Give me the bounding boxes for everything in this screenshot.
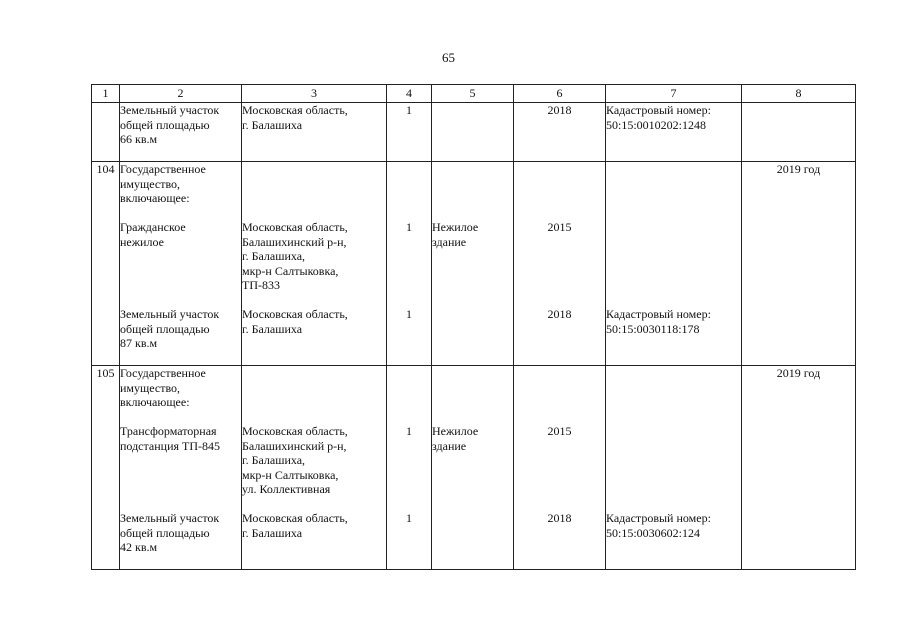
column-header: 3	[242, 85, 387, 103]
text-line: 1	[406, 220, 412, 234]
cell-number	[92, 162, 120, 366]
text-line: Земельный участок	[120, 511, 220, 525]
column-header-row	[92, 85, 856, 103]
cell-block	[514, 103, 605, 161]
cell-period	[742, 103, 856, 162]
cell-name	[120, 162, 242, 366]
cell-block	[92, 366, 119, 381]
cell-type	[432, 103, 514, 162]
cell-note	[606, 162, 742, 366]
text-line: здание	[432, 438, 467, 453]
cell-address	[242, 366, 387, 570]
page-number: 65	[442, 50, 455, 65]
text-line: 2018	[547, 511, 572, 525]
property-register-table	[91, 84, 856, 570]
cell-type	[432, 366, 514, 570]
text-line: Кадастровый номер:	[606, 511, 711, 525]
cell-block	[120, 103, 241, 161]
cell-block	[606, 307, 741, 365]
text-line: Московская область,	[242, 424, 348, 438]
text-line: 1	[406, 307, 412, 321]
cell-block	[432, 366, 513, 424]
text-line: Московская область,	[242, 220, 348, 234]
text-line: подстанция ТП-845	[120, 438, 221, 453]
cell-block	[242, 366, 386, 424]
text-line: 50:15:0030602:124	[606, 525, 701, 540]
cell-block	[242, 511, 386, 569]
cell-block	[120, 162, 241, 220]
text-line: включающее:	[120, 191, 190, 205]
cell-block	[387, 424, 431, 511]
cell-period	[742, 366, 856, 570]
text-line: Земельный участок	[120, 307, 220, 321]
cell-block	[242, 424, 386, 511]
text-line: мкр-н Салтыковка,	[242, 263, 339, 278]
cell-block	[432, 307, 513, 365]
text-line: имущество,	[120, 380, 181, 395]
cell-block	[606, 103, 741, 161]
cell-block	[514, 511, 605, 569]
text-line: г. Балашиха,	[242, 249, 306, 263]
cell-block	[387, 162, 431, 220]
text-line: общей площадью	[120, 321, 210, 336]
cell-address	[242, 103, 387, 162]
column-header: 4	[387, 85, 432, 103]
cell-block	[606, 162, 741, 220]
cell-note	[606, 366, 742, 570]
text-line: Земельный участок	[120, 103, 220, 117]
column-header: 8	[742, 85, 856, 103]
text-line: 87 кв.м	[120, 336, 158, 350]
text-line: г. Балашиха	[242, 117, 303, 132]
cell-number	[92, 103, 120, 162]
cell-block	[514, 307, 605, 365]
cell-block	[742, 103, 855, 161]
text-line: Кадастровый номер:	[606, 103, 711, 117]
text-line: мкр-н Салтыковка,	[242, 467, 339, 482]
cell-name	[120, 366, 242, 570]
cell-block	[606, 511, 741, 569]
cell-block	[514, 220, 605, 307]
cell-block	[606, 424, 741, 511]
cell-period	[742, 162, 856, 366]
cell-block	[92, 103, 119, 161]
text-line: 2015	[547, 424, 572, 438]
cell-block	[242, 162, 386, 220]
cell-block	[432, 511, 513, 569]
cell-block	[120, 366, 241, 424]
table-row	[92, 366, 856, 570]
cell-block	[387, 103, 431, 161]
column-header: 6	[514, 85, 606, 103]
text-line: 104	[96, 162, 115, 176]
cell-address	[242, 162, 387, 366]
text-line: г. Балашиха,	[242, 453, 306, 467]
cell-block	[387, 366, 431, 424]
text-line: Трансформаторная	[120, 424, 217, 438]
cell-block	[742, 162, 855, 220]
table-row	[92, 162, 856, 366]
cell-note	[606, 103, 742, 162]
text-line: ул. Коллективная	[242, 482, 331, 496]
cell-block	[92, 162, 119, 177]
text-line: нежилое	[120, 234, 164, 249]
text-line: Нежилое	[432, 220, 479, 234]
text-line: общей площадью	[120, 525, 210, 540]
text-line: Московская область,	[242, 307, 348, 321]
text-line: 1	[406, 511, 412, 525]
cell-quantity	[387, 162, 432, 366]
text-line: 2015	[547, 220, 572, 234]
cell-year	[514, 103, 606, 162]
text-line: 50:15:0030118:178	[606, 321, 700, 336]
cell-block	[120, 424, 241, 511]
cell-block	[514, 424, 605, 511]
text-line: г. Балашиха	[242, 525, 303, 540]
cell-block	[387, 220, 431, 307]
cell-type	[432, 162, 514, 366]
cell-block	[120, 307, 241, 365]
column-header: 1	[92, 85, 120, 103]
column-header: 5	[432, 85, 514, 103]
cell-year	[514, 366, 606, 570]
cell-block	[606, 366, 741, 424]
cell-block	[742, 366, 855, 424]
cell-year	[514, 162, 606, 366]
cell-block	[120, 511, 241, 569]
text-line: Кадастровый номер:	[606, 307, 711, 321]
cell-block	[387, 307, 431, 365]
cell-quantity	[387, 366, 432, 570]
column-header: 2	[120, 85, 242, 103]
cell-block	[432, 424, 513, 511]
text-line: 66 кв.м	[120, 132, 158, 146]
text-line: 105	[96, 366, 115, 380]
text-line: включающее:	[120, 395, 190, 409]
text-line: общей площадью	[120, 117, 210, 132]
column-header: 7	[606, 85, 742, 103]
table-row	[92, 103, 856, 162]
text-line: 1	[406, 424, 412, 438]
text-line: ТП-833	[242, 278, 280, 292]
text-line: Государственное	[120, 162, 206, 176]
text-line: Государственное	[120, 366, 206, 380]
text-line: Балашихинский р-н,	[242, 234, 347, 249]
cell-block	[242, 307, 386, 365]
text-line: Гражданское	[120, 220, 186, 234]
text-line: 50:15:0010202:1248	[606, 117, 707, 132]
text-line: г. Балашиха	[242, 321, 303, 336]
text-line: Нежилое	[432, 424, 479, 438]
text-line: 2018	[547, 307, 572, 321]
text-line: 2019 год	[776, 162, 821, 176]
cell-block	[120, 220, 241, 307]
cell-block	[387, 511, 431, 569]
text-line: Московская область,	[242, 511, 348, 525]
text-line: 2018	[547, 103, 572, 117]
cell-block	[432, 103, 513, 161]
text-line: Балашихинский р-н,	[242, 438, 347, 453]
cell-name	[120, 103, 242, 162]
cell-number	[92, 366, 120, 570]
cell-block	[432, 220, 513, 307]
cell-block	[242, 220, 386, 307]
cell-block	[606, 220, 741, 307]
cell-block	[432, 162, 513, 220]
text-line: имущество,	[120, 176, 181, 191]
text-line: 42 кв.м	[120, 540, 158, 554]
cell-block	[514, 162, 605, 220]
text-line: Московская область,	[242, 103, 348, 117]
cell-block	[514, 366, 605, 424]
cell-block	[242, 103, 386, 161]
text-line: 1	[406, 103, 412, 117]
cell-quantity	[387, 103, 432, 162]
text-line: здание	[432, 234, 467, 249]
text-line: 2019 год	[776, 366, 821, 380]
